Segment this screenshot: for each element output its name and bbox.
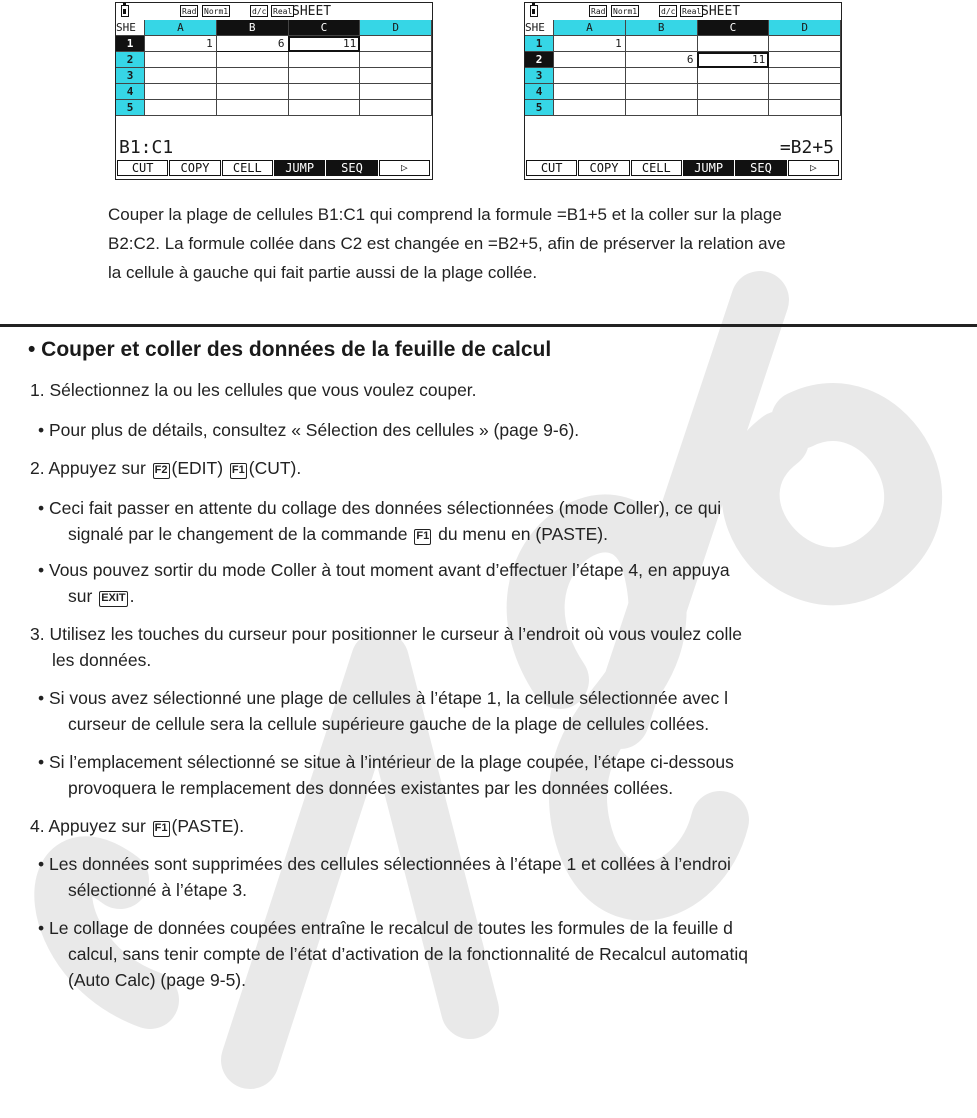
cell-d5[interactable] xyxy=(769,100,841,116)
step-3: 3. Utilisez les touches du curseur pour positionner le curseur à l’endroit où vous voulez colle xyxy=(30,624,743,644)
display-indicator: Norm1 xyxy=(204,7,229,16)
step-3-note-2-cont: provoquera le remplacement des données existantes par les données collées. xyxy=(68,778,674,798)
step-4-note-2-cont: calcul, sans tenir compte de l’état d’activation de la fonctionnalité de Recalcul automatiq xyxy=(68,944,748,964)
cell-c4[interactable] xyxy=(288,84,360,100)
cell-d3[interactable] xyxy=(360,68,432,84)
cell-b5[interactable] xyxy=(216,100,288,116)
row-header[interactable]: 4 xyxy=(525,84,554,100)
exit-key-icon: EXIT xyxy=(99,591,127,607)
step-2-note-1: • Ceci fait passer en attente du collage des données sélectionnées (mode Coller), ce qui xyxy=(38,498,722,518)
f1-cut-button[interactable]: CUT xyxy=(117,160,168,176)
battery-icon xyxy=(121,5,129,17)
f2-key-icon: F2 xyxy=(153,463,170,479)
battery-icon xyxy=(530,5,538,17)
row-header[interactable]: 5 xyxy=(116,100,145,116)
cell-b1[interactable]: 6 xyxy=(216,36,288,52)
f1-cut-button[interactable]: CUT xyxy=(526,160,577,176)
function-key-menu xyxy=(526,160,839,176)
column-header-c[interactable]: C xyxy=(288,20,360,36)
column-header-a[interactable]: A xyxy=(145,20,217,36)
angle-indicator: Rad xyxy=(591,7,606,16)
f1-key-icon: F1 xyxy=(230,463,247,479)
column-header-b[interactable]: B xyxy=(625,20,697,36)
row-header[interactable]: 3 xyxy=(525,68,554,84)
caption-line: Couper la plage de cellules B1:C1 qui comprend la formule =B1+5 et la coller sur la plage xyxy=(108,205,782,224)
section-heading: • Couper et coller des données de la feuille de calcul xyxy=(28,338,552,361)
spreadsheet-grid xyxy=(525,20,841,116)
f2-copy-button[interactable]: COPY xyxy=(578,160,629,176)
caption-line: B2:C2. La formule collée dans C2 est changée en =B2+5, afin de préserver la relation ave xyxy=(108,234,786,253)
cell-a2[interactable] xyxy=(145,52,217,68)
cell-a1[interactable]: 1 xyxy=(554,36,626,52)
complex-indicator: Real xyxy=(273,7,293,16)
row-header[interactable]: 2 xyxy=(525,52,554,68)
step-1-note: • Pour plus de détails, consultez « Sélection des cellules » (page 9-6). xyxy=(38,420,580,440)
cell-b4[interactable] xyxy=(625,84,697,100)
app-title: SHEET xyxy=(292,4,332,19)
spreadsheet-grid xyxy=(116,20,432,116)
cell-a2[interactable] xyxy=(554,52,626,68)
step-4-paste: (PASTE). xyxy=(171,816,245,836)
step-2 xyxy=(30,456,301,480)
cell-c1[interactable] xyxy=(697,36,769,52)
cell-c4[interactable] xyxy=(697,84,769,100)
step-4-note-2: • Le collage de données coupées entraîne le recalcul de toutes les formules de la feuille d xyxy=(38,918,733,938)
row-header[interactable]: 3 xyxy=(116,68,145,84)
cell-d2[interactable] xyxy=(769,52,841,68)
step-4-note-1: • Les données sont supprimées des cellules sélectionnées à l’étape 1 et collées à l’endroi xyxy=(38,854,731,874)
cell-d4[interactable] xyxy=(769,84,841,100)
cell-a5[interactable] xyxy=(554,100,626,116)
cell-c3[interactable] xyxy=(697,68,769,84)
section-divider xyxy=(0,324,977,327)
cell-d1[interactable] xyxy=(360,36,432,52)
cell-c5[interactable] xyxy=(697,100,769,116)
step-2-note-text: . xyxy=(129,586,135,606)
cell-b4[interactable] xyxy=(216,84,288,100)
step-2-note-text: sur xyxy=(68,586,93,606)
column-header-b[interactable]: B xyxy=(216,20,288,36)
cell-c2[interactable] xyxy=(288,52,360,68)
cell-b3[interactable] xyxy=(216,68,288,84)
figure-caption xyxy=(108,200,977,287)
step-2-note-1-cont xyxy=(68,522,608,546)
cell-d1[interactable] xyxy=(769,36,841,52)
f4-jump-button[interactable]: JUMP xyxy=(274,160,325,176)
cell-a3[interactable] xyxy=(554,68,626,84)
step-4-text: 4. Appuyez sur xyxy=(30,816,146,836)
f1-key-icon: F1 xyxy=(153,821,170,837)
cell-a4[interactable] xyxy=(554,84,626,100)
cell-d5[interactable] xyxy=(360,100,432,116)
row-header[interactable]: 1 xyxy=(525,36,554,52)
step-4-note-2-cont: (Auto Calc) (page 9-5). xyxy=(68,970,246,990)
step-4-note-1-cont: sélectionné à l’étape 3. xyxy=(68,880,248,900)
column-header-a[interactable]: A xyxy=(554,20,626,36)
cell-a3[interactable] xyxy=(145,68,217,84)
f3-cell-button[interactable]: CELL xyxy=(222,160,273,176)
cell-b2[interactable]: 6 xyxy=(625,52,697,68)
step-1: 1. Sélectionnez la ou les cellules que vous voulez couper. xyxy=(30,380,477,400)
display-indicator: Norm1 xyxy=(613,7,638,16)
cell-a1[interactable]: 1 xyxy=(145,36,217,52)
row-header[interactable]: 2 xyxy=(116,52,145,68)
fraction-indicator: d/c xyxy=(252,7,267,16)
f6-next-button[interactable]: ▷ xyxy=(788,160,839,176)
app-title: SHEET xyxy=(701,4,741,19)
caption-line: la cellule à gauche qui fait partie aussi de la plage collée. xyxy=(108,263,538,282)
column-header-c[interactable]: C xyxy=(697,20,769,36)
cell-d3[interactable] xyxy=(769,68,841,84)
sheet-corner-label: SHE xyxy=(116,20,145,36)
step-2-note-2-cont xyxy=(68,584,135,608)
f2-copy-button[interactable]: COPY xyxy=(169,160,220,176)
sheet-corner-label: SHE xyxy=(525,20,554,36)
step-2-text: 2. Appuyez sur xyxy=(30,458,146,478)
selection-readout: B1:C1 xyxy=(119,137,174,158)
step-2-note-2: • Vous pouvez sortir du mode Coller à tout moment avant d’effectuer l’étape 4, en appuya xyxy=(38,560,730,580)
cell-a4[interactable] xyxy=(145,84,217,100)
fraction-indicator: d/c xyxy=(661,7,676,16)
calculator-screen-before xyxy=(115,2,433,180)
f5-seq-button[interactable]: SEQ xyxy=(326,160,377,176)
cell-c3[interactable] xyxy=(288,68,360,84)
step-3-cont: les données. xyxy=(52,650,152,670)
angle-indicator: Rad xyxy=(182,7,197,16)
cell-b1[interactable] xyxy=(625,36,697,52)
step-3-note-2: • Si l’emplacement sélectionné se situe à l’intérieur de la plage coupée, l’étape ci-dessous xyxy=(38,752,734,772)
cell-d4[interactable] xyxy=(360,84,432,100)
calculator-screen-after xyxy=(524,2,842,180)
step-3-note-1-cont: curseur de cellule sera la cellule supérieure gauche de la plage de cellules collées. xyxy=(68,714,710,734)
cell-c5[interactable] xyxy=(288,100,360,116)
f4-jump-button[interactable]: JUMP xyxy=(683,160,734,176)
status-bar xyxy=(116,3,432,20)
step-4 xyxy=(30,814,244,838)
cell-b3[interactable] xyxy=(625,68,697,84)
step-2-edit: (EDIT) xyxy=(171,458,224,478)
status-bar xyxy=(525,3,841,20)
f3-cell-button[interactable]: CELL xyxy=(631,160,682,176)
f5-seq-button[interactable]: SEQ xyxy=(735,160,786,176)
f6-next-button[interactable]: ▷ xyxy=(379,160,430,176)
cell-b5[interactable] xyxy=(625,100,697,116)
row-header[interactable]: 4 xyxy=(116,84,145,100)
cell-c1[interactable]: 11 xyxy=(288,36,360,52)
cell-d2[interactable] xyxy=(360,52,432,68)
function-key-menu xyxy=(117,160,430,176)
step-2-note-text: du menu en (PASTE). xyxy=(438,524,608,544)
column-header-d[interactable]: D xyxy=(769,20,841,36)
row-header[interactable]: 5 xyxy=(525,100,554,116)
cell-c2[interactable]: 11 xyxy=(697,52,769,68)
column-header-d[interactable]: D xyxy=(360,20,432,36)
formula-readout: =B2+5 xyxy=(779,137,834,158)
step-3-note-1: • Si vous avez sélectionné une plage de cellules à l’étape 1, la cellule sélectionnée avec l xyxy=(38,688,729,708)
cell-b2[interactable] xyxy=(216,52,288,68)
step-2-note-text: signalé par le changement de la commande xyxy=(68,524,408,544)
step-2-cut: (CUT). xyxy=(248,458,302,478)
f1-key-icon: F1 xyxy=(414,529,431,545)
row-header[interactable]: 1 xyxy=(116,36,145,52)
complex-indicator: Real xyxy=(682,7,702,16)
cell-a5[interactable] xyxy=(145,100,217,116)
